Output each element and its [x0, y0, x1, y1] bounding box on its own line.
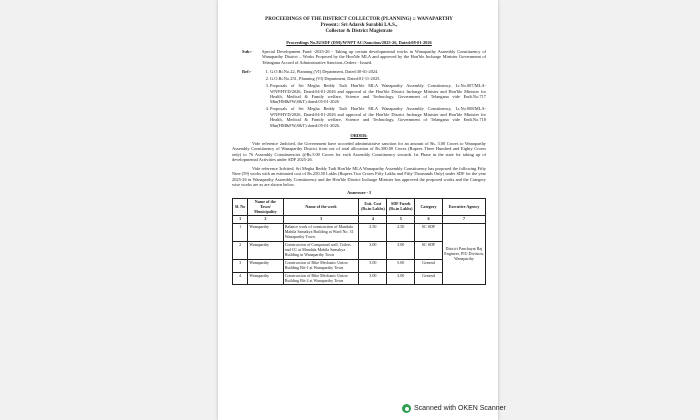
- cell-sdf: 3.00: [387, 272, 415, 285]
- header-agency: Executive Agency: [442, 198, 485, 216]
- header-work: Name of the work: [283, 198, 359, 216]
- header-category: Category: [415, 198, 443, 216]
- cell-sl: 4: [233, 272, 248, 285]
- cell-work: Construction of Compound wall, Toilets and CC at Mandala Mahila Samakya Building in Wanaparthy Town: [283, 242, 359, 260]
- cell-category: General: [415, 259, 443, 272]
- subject-text: Special Development Fund -2025-26 - Taking up certain developmental works in Wanaparthy Assembly Constituency of Wanaparthy District – Works Proposed by the Hon'ble MLA and approved by the Hon'ble Incharge Minister Government of Telangana Accord of Administrative Sanction–Orders - Issued.: [262, 49, 486, 65]
- present-line: Present:: Sri Adarsh Surabhi I.A.S.,: [320, 23, 398, 29]
- cell-est: 3.00: [359, 272, 387, 285]
- reference-item: 3. Proposals of Sri Megha Reddy Tudi Hon'ble MLA Wanaparthy Assembly Constituency, Lr.No.007/MLA-WNP/HYD/2026, Dated:04-01-2026 and approval of the Hon'ble District Incharge Minister and Hon'ble Minister for Health, Medical & Family welfare, Science and Technology, Government of Telangana vide Endt.No.717 Min(HM&FW,S&T) dated:05-01-2026: [270, 83, 486, 105]
- cell-sl: 3: [233, 259, 248, 272]
- index-cell: 3: [283, 216, 359, 224]
- index-cell: 7: [442, 216, 485, 224]
- cell-executive-agency: District Panchayat Raj Engineer, PIU Division, Wanaparthy: [442, 224, 485, 285]
- cell-town: Wanaparthy: [248, 224, 283, 242]
- works-table: [232, 198, 486, 286]
- subject-label: Sub:-: [242, 49, 253, 55]
- cell-town: Wanaparthy: [248, 242, 283, 260]
- cell-work: Balance work of construction of Mandala Mahila Samakya Building at Ward No. 31 Wanaparthy Town.: [283, 224, 359, 242]
- cell-est: 3.00: [359, 242, 387, 260]
- table-header-row: [233, 198, 486, 216]
- oken-scanner-logo-icon: [402, 404, 411, 413]
- table-row: [233, 224, 486, 242]
- cell-town: Wanaparthy: [248, 272, 283, 285]
- header-est-cost: Estt. Cost (Rs.in Lakhs): [359, 198, 387, 216]
- order-heading: ORDER:: [350, 132, 368, 138]
- reference-item: 4. Proposals of Sri Megha Reddy Tudi Hon'ble MLA Wanaparthy Assembly Constituency, Lr.No.008/MLA-WNP/HYD/2026, Dated:04-01-2026 and approval of the Hon'ble District Incharge Minister and Hon'ble Minister for Health, Medical & Family welfare, Science and Technology, Government of Telangana vide Endt.No.718 Min(HM&FW,S&T) dated:05-01-2026.: [270, 106, 486, 128]
- designation-line: Collector & District Magistrate: [325, 29, 393, 35]
- header-sdf-funds: SDF Funds (Rs.in Lakhs): [387, 198, 415, 216]
- scanner-watermark: [402, 404, 506, 413]
- reference-list: [262, 69, 486, 128]
- cell-sdf: 5.00: [387, 259, 415, 272]
- scanner-watermark-text: Scanned with OKEN Scanner: [414, 405, 506, 412]
- cell-category: General: [415, 272, 443, 285]
- cell-work: Construction of Bike Mechanic Union Building Bit-1 at Wanaparthy Town: [283, 259, 359, 272]
- proceedings-heading: PROCEEDINGS OF THE DISTRICT COLLECTOR (PLANNING) :: WANAPARTHY: [265, 17, 453, 22]
- table-index-row: [233, 216, 486, 224]
- reference-item: 1. G.O.Rt.No.22, Planning (VI) Department, Dated:30-01-2024.: [270, 69, 486, 74]
- index-cell: 5: [387, 216, 415, 224]
- header-town: Name of the Town/ Municipality: [248, 198, 283, 216]
- cell-est: 2.50: [359, 224, 387, 242]
- index-cell: 2: [248, 216, 283, 224]
- cell-category: SC SDF: [415, 242, 443, 260]
- document-page: [218, 0, 498, 420]
- cell-work: Construction of Bike Mechanic Union Building Bit-2 at Wanaparthy Town: [283, 272, 359, 285]
- cell-est: 5.00: [359, 259, 387, 272]
- subject-block: [232, 49, 486, 65]
- cell-town: Wanaparthy: [248, 259, 283, 272]
- proceedings-number: Proceedings No.82/SDF (DM)/WNPT AC/Sanction/2025-26, Dated:08-01-2026: [286, 39, 432, 45]
- cell-sl: 2: [233, 242, 248, 260]
- annexure-title: Annexure - I: [347, 190, 371, 196]
- index-cell: 6: [415, 216, 443, 224]
- cell-sdf: 3.00: [387, 242, 415, 260]
- header-sl-no: Sl. No: [233, 198, 248, 216]
- reference-block: [232, 69, 486, 129]
- reference-label: Ref:-: [242, 69, 252, 75]
- order-paragraph-2: Vide reference 3rdcited, Sri Megha Reddy Tudi Hon'ble MLA Wanaparthy Assembly Constituency has proposed the following Fifty Nine (59) works with an estimated cost of Rs.250.50 Lakhs (Rupees Two Crores Fifty Lakhs and Fifty Thousands Only) under SDF for the year 2025-26 in Wanaparthy Assembly Constituency and the Hon'ble District Incharge Minister has approved the proposed works and the Category wise works are as are shown below.: [232, 165, 486, 187]
- document-body: [232, 17, 486, 285]
- cell-sl: 1: [233, 224, 248, 242]
- cell-sdf: 2.50: [387, 224, 415, 242]
- index-cell: 1: [233, 216, 248, 224]
- cell-category: SC SDF: [415, 224, 443, 242]
- order-paragraph-1: Vide reference 2ndcited, the Government have accorded administrative sanction for an amount of Rs. 3.00 Crores to Wanaparthy Assembly Constituency of Wanaparthy District from out of total allocation of Rs.380.00 Crores (Rupees Three Hundred and Eighty Crores only) to 76 Assembly Constituencies @Rs.5.00 Crores for each Assembly Constituency towards 1st Phase in the state for taking up of developmental Activities under SDF 2025-26.: [232, 141, 486, 163]
- index-cell: 4: [359, 216, 387, 224]
- reference-item: 2. G.O.Rt.No.251, Planning (VI) Department, Dated:01-11-2025.: [270, 76, 486, 81]
